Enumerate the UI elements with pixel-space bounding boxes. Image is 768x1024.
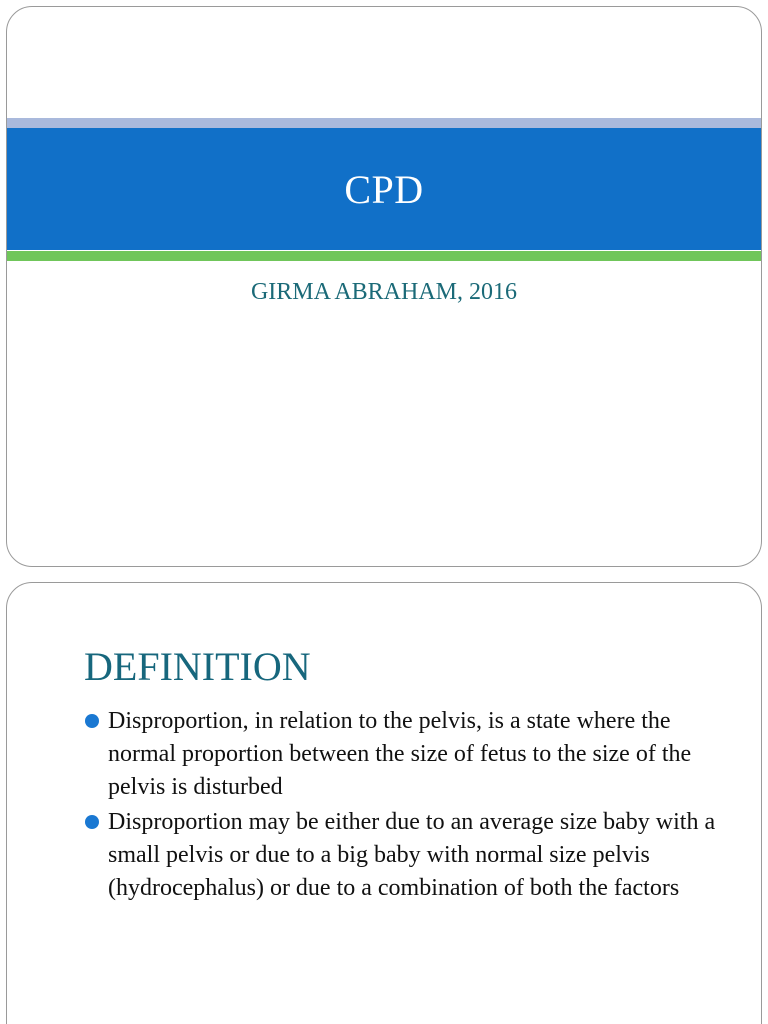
bullet-dot-icon — [85, 815, 99, 829]
title-band — [7, 128, 761, 250]
slide-2 — [6, 582, 762, 1024]
title-band-top-stripe — [7, 118, 761, 128]
bullet-item — [83, 705, 723, 804]
bullet-text: Disproportion, in relation to the pelvis, is a state where the normal proportion between the size of fetus to the size of the pelvis is disturbed — [108, 708, 692, 800]
slide-1 — [6, 6, 762, 567]
bullet-list — [83, 705, 723, 907]
slide-heading: DEFINITION — [84, 644, 311, 689]
bullet-dot-icon — [85, 714, 99, 728]
slide-title: CPD — [344, 166, 424, 212]
bullet-item — [83, 806, 723, 905]
bullet-text: Disproportion may be either due to an average size baby with a small pelvis or due to a big baby with normal size pelvis (hydrocephalus) or due to a combination of both the factors — [108, 809, 716, 901]
title-band-bottom-stripe — [7, 251, 761, 261]
slide-subtitle: GIRMA ABRAHAM, 2016 — [250, 279, 518, 305]
